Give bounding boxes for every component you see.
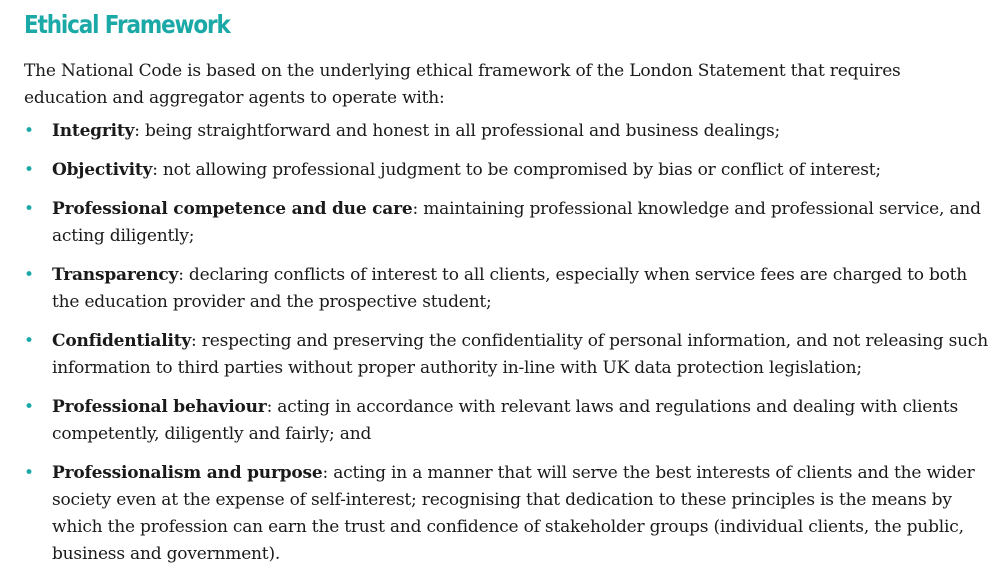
principle-term: Professional competence and due care xyxy=(52,199,413,219)
bullet-dot-icon: • xyxy=(24,160,34,180)
principle-description: : acting in accordance with relevant laws and regulations and dealing with clients competently, diligently and fairly; and xyxy=(52,397,959,444)
principle-item-integrity xyxy=(24,118,992,145)
principle-item-behaviour xyxy=(24,394,992,448)
intro-paragraph: The National Code is based on the underlying ethical framework of the London Statement that requires education and aggregator agents to operate with: xyxy=(24,61,901,108)
principle-item-confidentiality xyxy=(24,328,992,382)
document-page xyxy=(24,8,992,580)
section-heading: Ethical Framework xyxy=(24,10,230,39)
principle-description: : maintaining professional knowledge and professional service, and acting diligently; xyxy=(52,199,981,246)
bullet-dot-icon: • xyxy=(24,331,34,351)
principle-term: Transparency xyxy=(52,265,179,285)
bullet-dot-icon: • xyxy=(24,265,34,285)
principle-item-purpose xyxy=(24,460,992,568)
principle-item-objectivity xyxy=(24,157,992,184)
principle-term: Integrity xyxy=(52,121,135,141)
bullet-dot-icon: • xyxy=(24,397,34,417)
principle-term: Objectivity xyxy=(52,160,153,180)
principle-term: Professionalism and purpose xyxy=(52,463,323,483)
principle-description: : not allowing professional judgment to be compromised by bias or conflict of interest; xyxy=(152,160,881,180)
principle-item-transparency xyxy=(24,262,992,316)
principles-list xyxy=(24,118,992,568)
bullet-dot-icon: • xyxy=(24,121,34,141)
principle-description: : acting in a manner that will serve the best interests of clients and the wider society even at the expense of self-interest; recognising that dedication to these principles is the means by which the profession can earn the trust and confidence of stakeholder groups (individual clients, the public, business and government). xyxy=(52,463,975,564)
principle-term: Confidentiality xyxy=(52,331,192,351)
principle-description: : declaring conflicts of interest to all clients, especially when service fees are charged to both the education provider and the prospective student; xyxy=(52,265,968,312)
principle-description: : being straightforward and honest in all professional and business dealings; xyxy=(134,121,781,141)
bullet-dot-icon: • xyxy=(24,463,34,483)
principle-item-competence xyxy=(24,196,992,250)
bullet-dot-icon: • xyxy=(24,199,34,219)
principle-term: Professional behaviour xyxy=(52,397,267,417)
principle-description: : respecting and preserving the confidentiality of personal information, and not releasing such information to third parties without proper authority in-line with UK data protection legislation; xyxy=(52,331,988,378)
